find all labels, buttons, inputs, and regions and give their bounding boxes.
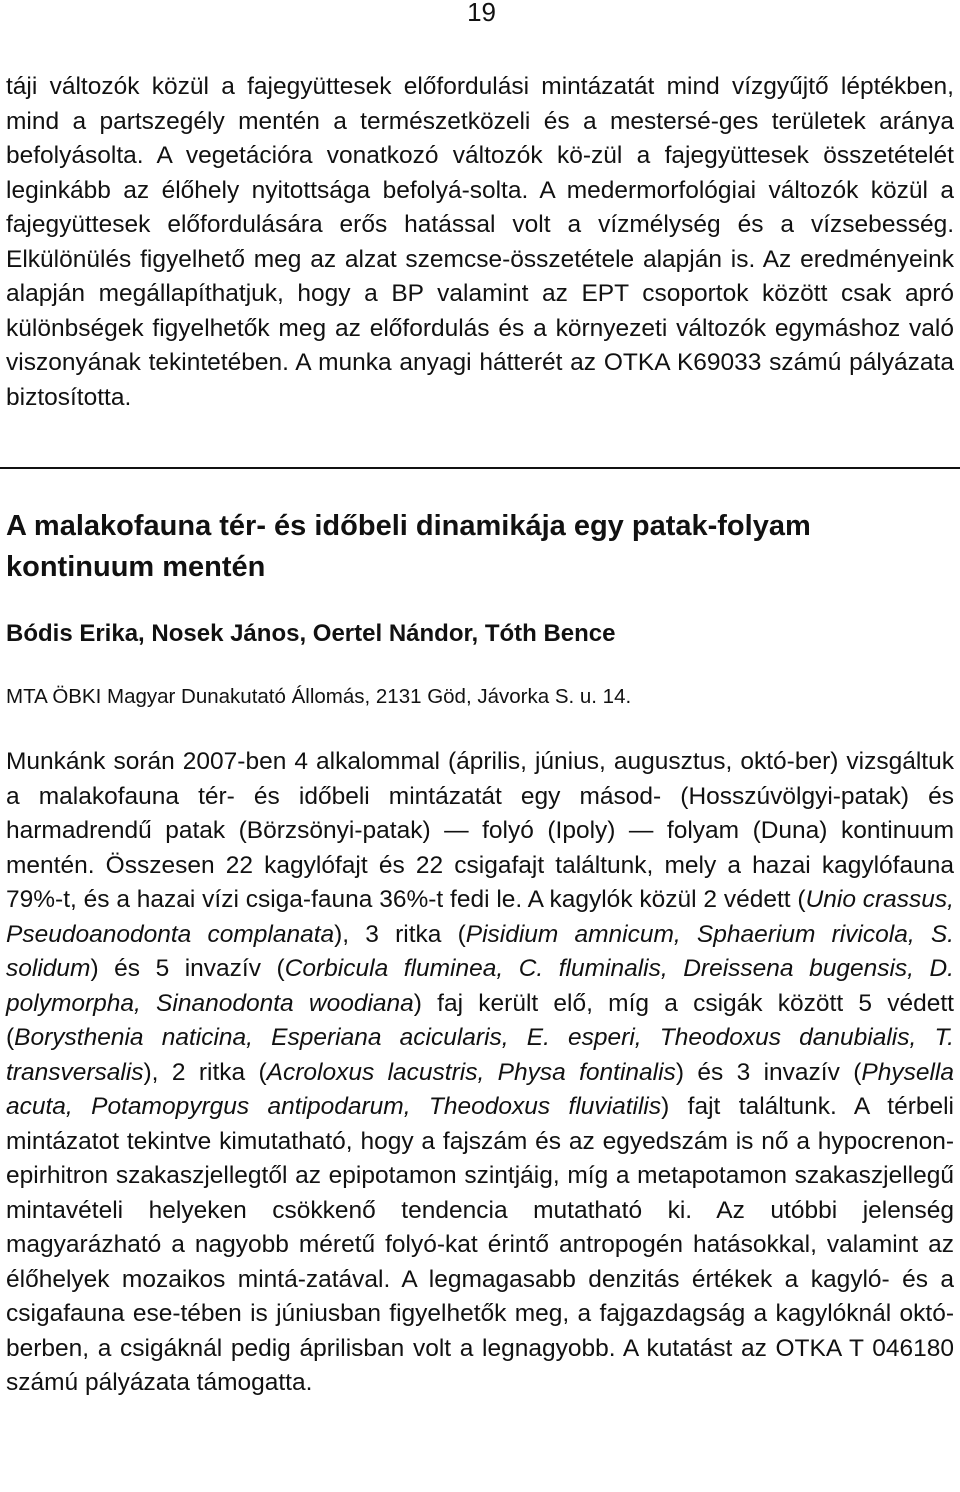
text-run: ), 3 ritka ( — [334, 920, 466, 948]
article-authors: Bódis Erika, Nosek János, Oertel Nándor, Tóth Bence — [6, 620, 616, 647]
text-run: ) faj került elő, míg a csigák között 5 védett ( — [6, 989, 954, 1051]
page-number: 19 — [467, 0, 496, 27]
species-names: Physella acuta, Potamopyrgus antipodarum, Theodoxus fluviatilis — [6, 1058, 954, 1120]
text-run: ), 2 ritka ( — [143, 1058, 267, 1086]
text-run: táji változók közül a fajegyüttesek előfordulási mintázatát mind vízgyűjtő léptékben, mind a partszegély mentén a természetközeli és a mestersé-ges területek aránya befolyásolta. A vegetációra vonatkozó változók kö-zül a fajegyüttesek összetételét leginkább az élőhely nyitottsága befolyá-solta. A medermorfológiai változók közül a fajegyüttesek előfordulására erős hatással volt a vízmélység és a vízsebesség. Elkülönülés figyelhető meg az alzat szemcse-összetétele alapján is. Az eredményeink alapján megállapíthatjuk, hogy a BP valamint az EPT csoportok között csak apró különbségek figyelhetők meg az előfordulás és a környezeti változók egymáshoz való viszonyának tekintetében. A munka anyagi hátterét az OTKA K69033 számú pályázata biztosította. — [6, 73, 954, 411]
article-title: A malakofauna tér- és időbeli dinamikája egy patak-folyam kontinuum mentén — [6, 510, 811, 583]
species-names: Corbicula fluminea, C. fluminalis, Dreissena bugensis, D. polymorpha, Sinanodonta woodiana — [6, 955, 954, 1017]
section-divider — [0, 467, 960, 469]
species-names: Unio crassus, Pseudoanodonta complanata — [6, 886, 954, 948]
text-run: Munkánk során 2007-ben 4 alkalommal (április, június, augusztus, októ-ber) vizsgáltuk a malakofauna tér- és időbeli mintázatát egy másod- (Hosszúvölgyi-patak) és harmadrendű patak (Börzsönyi-patak) — folyó (Ipoly) — folyam (Duna) kontinuum mentén. Összesen 22 kagylófajt és 22 csigafajt találtunk, mely a hazai kagylófauna 79%-t, és a hazai vízi csiga-fauna 36%-t fedi le. A kagylók közül 2 védett ( — [6, 748, 954, 913]
species-names: Acroloxus lacustris, Physa fontinalis — [266, 1058, 676, 1086]
species-names: Pisidium amnicum, Sphaerium rivicola, S. solidum — [6, 920, 954, 982]
text-run: ) és 5 invazív ( — [90, 955, 285, 982]
abstract-paragraph — [6, 745, 954, 1401]
text-run: ) és 3 invazív ( — [675, 1058, 862, 1086]
intro-paragraph — [6, 70, 954, 415]
text-run: ) fajt találtunk. A térbeli mintázatot tekintve kimutatható, hogy a fajszám és az egyedszám is nő a hypocrenon-epirhitron szakaszjellegtől az epipotamon szintjáig, míg a metapotamon szakaszjellegű mintavételi helyeken csökkenő tendencia mutatható ki. Az utóbbi jelenség magyarázható a nagyobb méretű folyó-kat érintő antropogén hatásokkal, valamint az élőhelyek mozaikos mintá-zatával. A legmagasabb denzitás értékek a kagyló- és a csigafauna ese-tében is júniusban figyelhetők meg, a fajgazdagság a kagylóknál októ-berben, a csigáknál pedig áprilisban volt a legnagyobb. A kutatást az OTKA T 046180 számú pályázata támogatta. — [6, 1093, 954, 1396]
species-names: Borysthenia naticina, Esperiana acicularis, E. esperi, Theodoxus danubialis, T. transversalis — [6, 1024, 954, 1086]
article-affiliation: MTA ÖBKI Magyar Dunakutató Állomás, 2131 Göd, Jávorka S. u. 14. — [6, 685, 632, 708]
